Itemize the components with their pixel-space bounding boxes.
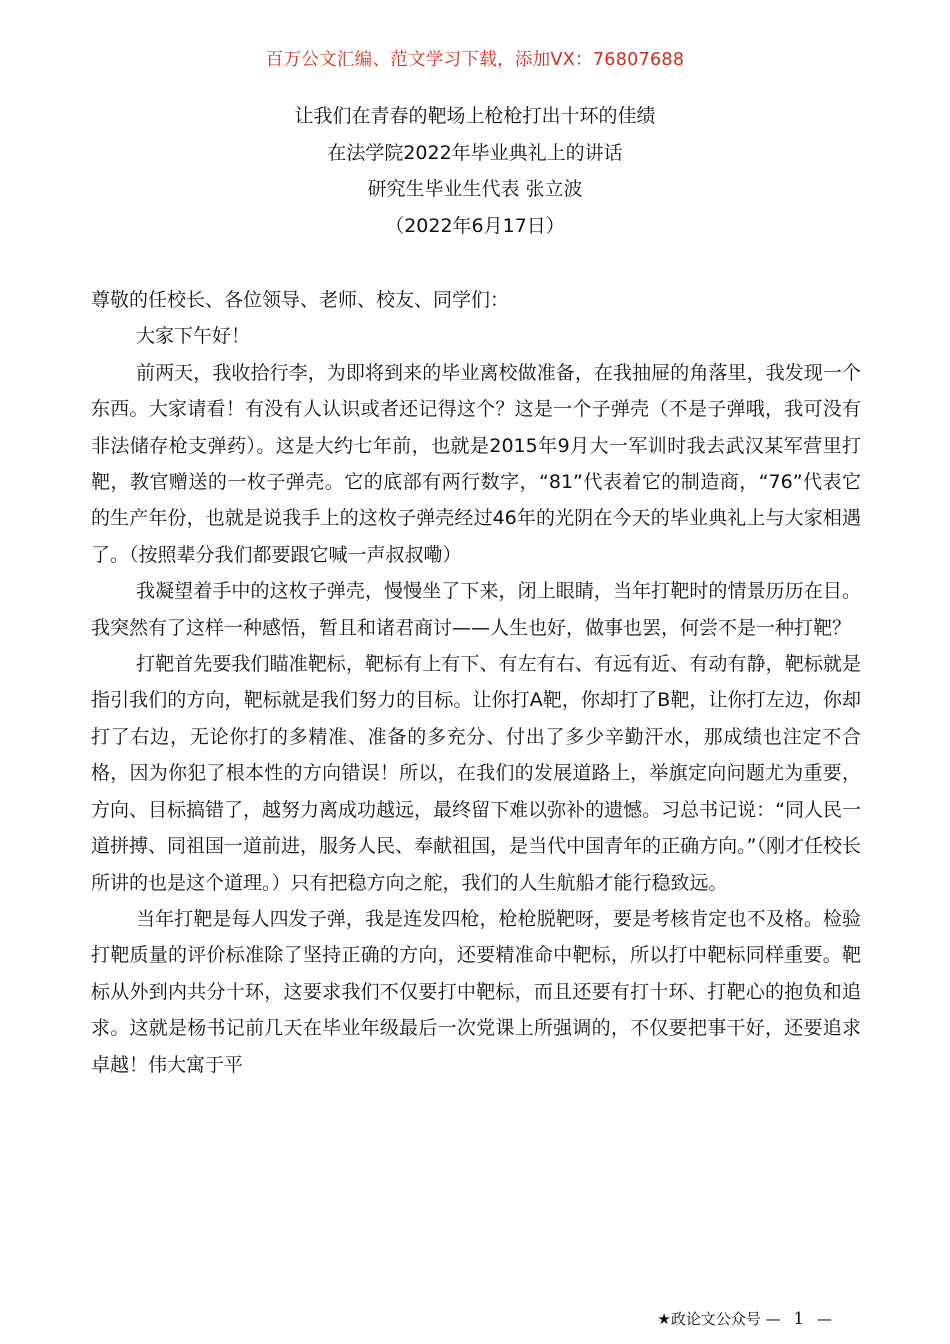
header-promo-text: 百万公文汇编、范文学习下载，添加VX：76807688 (265, 50, 685, 70)
speaker: 研究生毕业生代表 张立波 (367, 178, 583, 200)
greeting: 大家下午好！ (136, 325, 251, 348)
paragraph-2: 我凝望着手中的这枚子弹壳，慢慢坐了下来，闭上眼睛，当年打靶时的情景历历在目。我突然有了这样一种感悟，暂且和诸君商讨——人生也好，做事也罢，何尝不是一种打靶？ (91, 580, 861, 639)
subtitle: 在法学院2022年毕业典礼上的讲话 (327, 141, 623, 164)
footer-dash-left: — (765, 1310, 781, 1328)
salutation: 尊敬的任校长、各位领导、老师、校友、同学们： (91, 289, 510, 311)
speech-date: （2022年6月17日） (385, 214, 565, 237)
main-title: 让我们在青春的靶场上枪枪打出十环的佳绩 (294, 105, 656, 127)
paragraph-3: 打靶首先要我们瞄准靶标，靶标有上有下、有左有右、有远有近、有动有静，靶标就是指引我们的方向，靶标就是我们努力的目标。让你打A靶，你却打了B靶，让你打左边，你却打了右边，无论你打的多精准、准备的多充分、付出了多少辛勤汗水，那成绩也注定不合格，因为你犯了根本性的方向错误！所以，在我们的发展道路上，举旗定向问题尤为重要，方向、目标搞错了，越努力离成功越远，最终留下难以弥补的遗憾。习总书记说：“同人民一道拼搏、同祖国一道前进，服务人民、奉献祖国，是当代中国青年的正确方向。”（刚才任校长所讲的也是这个道理。）只有把稳方向之舵，我们的人生航船才能行稳致远。 (91, 653, 861, 894)
footer-source: ★政论文公众号 (657, 1310, 761, 1328)
page-number: 1 (793, 1309, 805, 1329)
speech-body (91, 282, 861, 1083)
paragraph-1: 前两天，我收拾行李，为即将到来的毕业离校做准备，在我抽屉的角落里，我发现一个东西。大家请看！有没有人认识或者还记得这个？这是一个子弹壳（不是子弹哦，我可没有非法储存枪支弹药）。这是大约七年前，也就是2015年9月大一军训时我去武汉某军营里打靶，教官赠送的一枚子弹壳。它的底部有两行数字，“81”代表着它的制造商，“76”代表它的生产年份，也就是说我手上的这枚子弹壳经过46年的光阴在今天的毕业典礼上与大家相遇了。（按照辈分我们都要跟它喊一声叔叔嘞） (91, 361, 861, 566)
paragraph-4: 当年打靶是每人四发子弹，我是连发四枪，枪枪脱靶呀，要是考核肯定也不及格。检验打靶质量的评价标准除了坚持正确的方向，还要精准命中靶标，所以打中靶标同样重要。靶标从外到内共分十环，这要求我们不仅要打中靶标，而且还要有打十环、打靶心的抱负和追求。这就是杨书记前几天在毕业年级最后一次党课上所强调的，不仅要把事干好，还要追求卓越！伟大寓于平 (91, 907, 861, 1076)
page-footer (657, 1308, 832, 1329)
title-block (0, 98, 950, 244)
footer-dash-right: — (817, 1310, 832, 1328)
